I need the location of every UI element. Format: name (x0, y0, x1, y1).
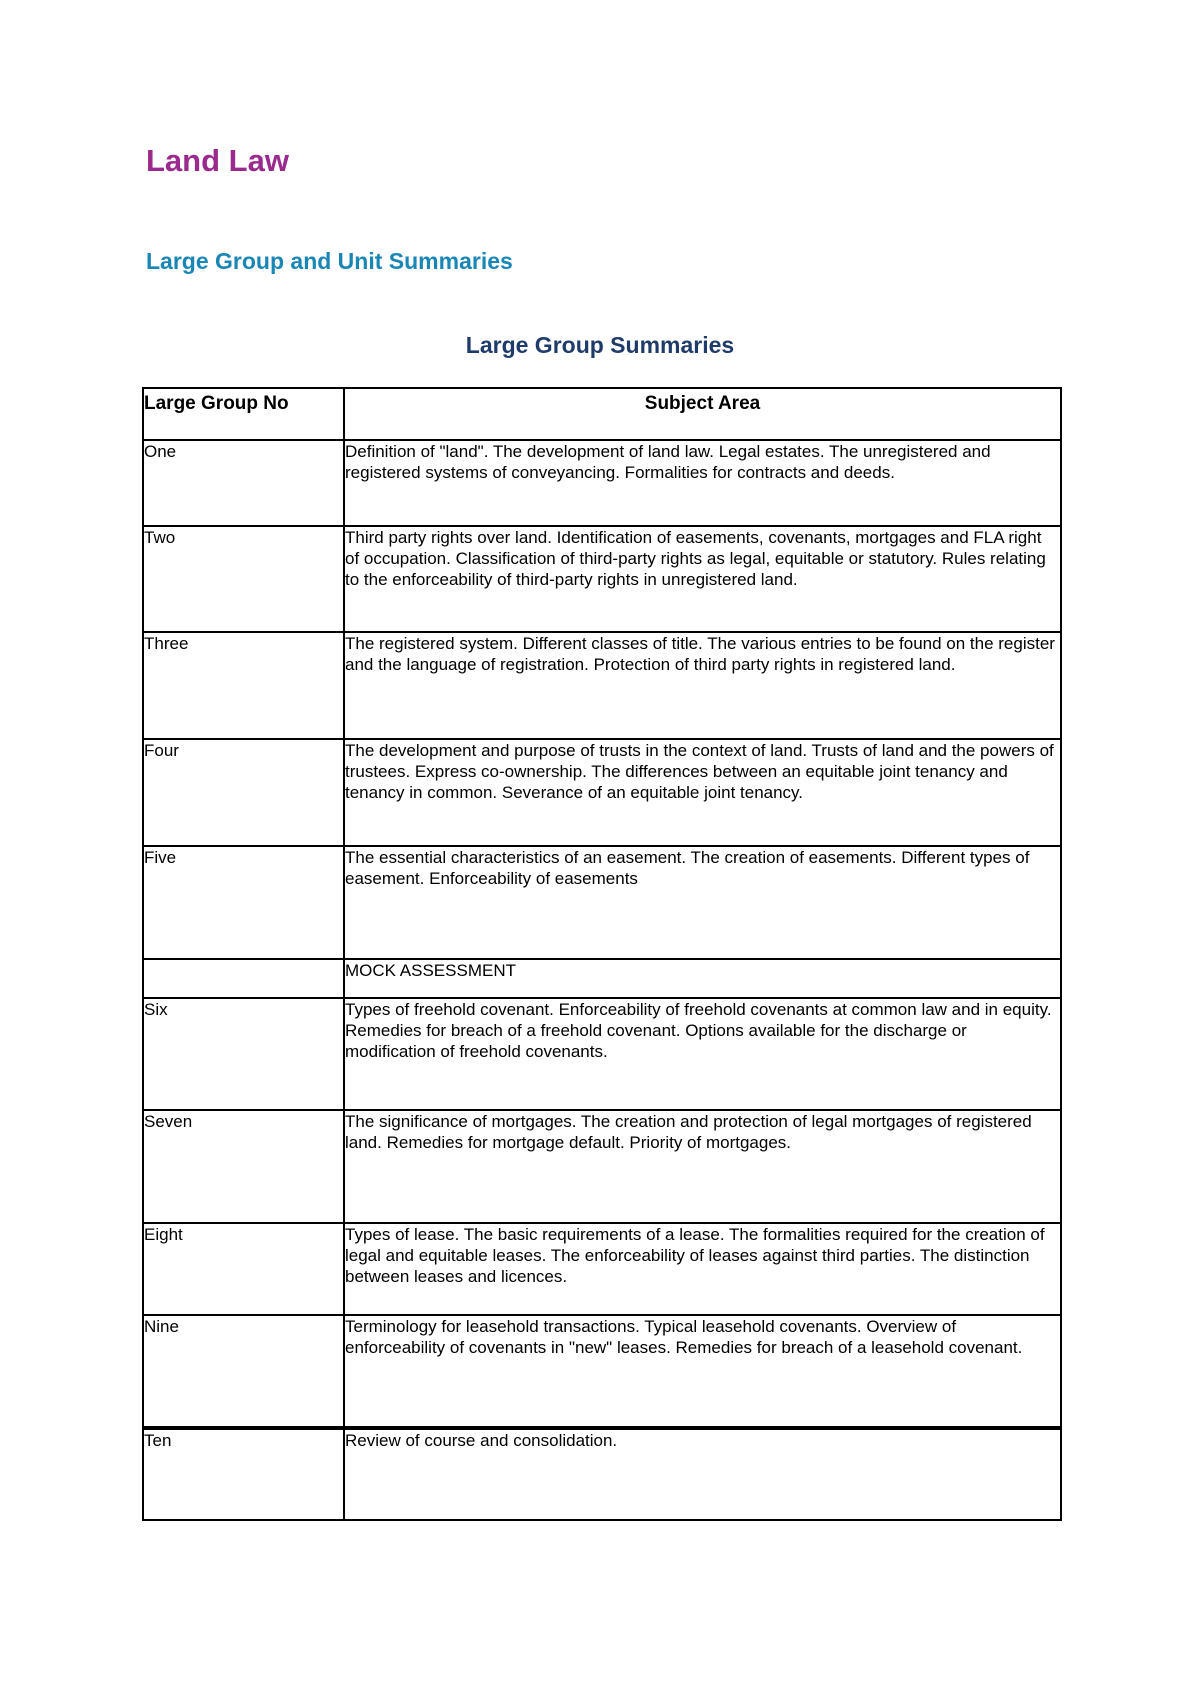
group-no-cell: Ten (143, 1428, 344, 1520)
group-no-cell: Three (143, 632, 344, 739)
subject-area-cell: Terminology for leasehold transactions. Typical leasehold covenants. Overview of enforceability of covenants in "new" leases. Remedies for breach of a leasehold covenant. (344, 1315, 1061, 1428)
group-no-cell: Four (143, 739, 344, 846)
subject-area-cell: Review of course and consolidation. (344, 1428, 1061, 1520)
subject-area-cell: The significance of mortgages. The creation and protection of legal mortgages of registered land. Remedies for mortgage default. Priority of mortgages. (344, 1110, 1061, 1223)
subject-area-cell: Types of freehold covenant. Enforceability of freehold covenants at common law and in equity. Remedies for breach of a freehold covenant. Options available for the discharge or modification of freehold covenants. (344, 998, 1061, 1110)
document-title: Land Law (146, 143, 289, 178)
table-row (143, 1110, 1061, 1223)
header-large-group-no: Large Group No (143, 388, 344, 440)
table-header-row (143, 388, 1061, 440)
mock-assessment-label: MOCK ASSESSMENT (344, 959, 1061, 998)
group-no-cell: Seven (143, 1110, 344, 1223)
group-no-cell: Two (143, 526, 344, 632)
group-no-cell: Nine (143, 1315, 344, 1428)
table-caption: Large Group Summaries (465, 332, 735, 358)
large-group-summaries-table (142, 387, 1062, 1521)
group-no-cell (143, 959, 344, 998)
subject-area-cell: Definition of "land". The development of land law. Legal estates. The unregistered and registered systems of conveyancing. Formalities for contracts and deeds. (344, 440, 1061, 526)
group-no-cell: Six (143, 998, 344, 1110)
subject-area-cell: Types of lease. The basic requirements of a lease. The formalities required for the creation of legal and equitable leases. The enforceability of leases against third parties. The distinction between leases and licences. (344, 1223, 1061, 1315)
document-subtitle: Large Group and Unit Summaries (146, 248, 513, 274)
group-no-cell: Five (143, 846, 344, 959)
table-row (143, 440, 1061, 526)
table-row (143, 1315, 1061, 1428)
subject-area-cell: Third party rights over land. Identification of easements, covenants, mortgages and FLA right of occupation. Classification of third-party rights as legal, equitable or statutory. Rules relating to the enforceability of third-party rights in unregistered land. (344, 526, 1061, 632)
group-no-cell: One (143, 440, 344, 526)
header-subject-area: Subject Area (344, 388, 1061, 440)
table-row (143, 1223, 1061, 1315)
table-row (143, 1428, 1061, 1520)
mock-assessment-row (143, 959, 1061, 998)
subject-area-cell: The essential characteristics of an easement. The creation of easements. Different types of easement. Enforceability of easements (344, 846, 1061, 959)
subject-area-cell: The development and purpose of trusts in the context of land. Trusts of land and the powers of trustees. Express co-ownership. The differences between an equitable joint tenancy and tenancy in common. Severance of an equitable joint tenancy. (344, 739, 1061, 846)
group-no-cell: Eight (143, 1223, 344, 1315)
subject-area-cell: The registered system. Different classes of title. The various entries to be found on the register and the language of registration. Protection of third party rights in registered land. (344, 632, 1061, 739)
table-row (143, 632, 1061, 739)
table-row (143, 846, 1061, 959)
table-row (143, 998, 1061, 1110)
table-row (143, 526, 1061, 632)
table-row (143, 739, 1061, 846)
